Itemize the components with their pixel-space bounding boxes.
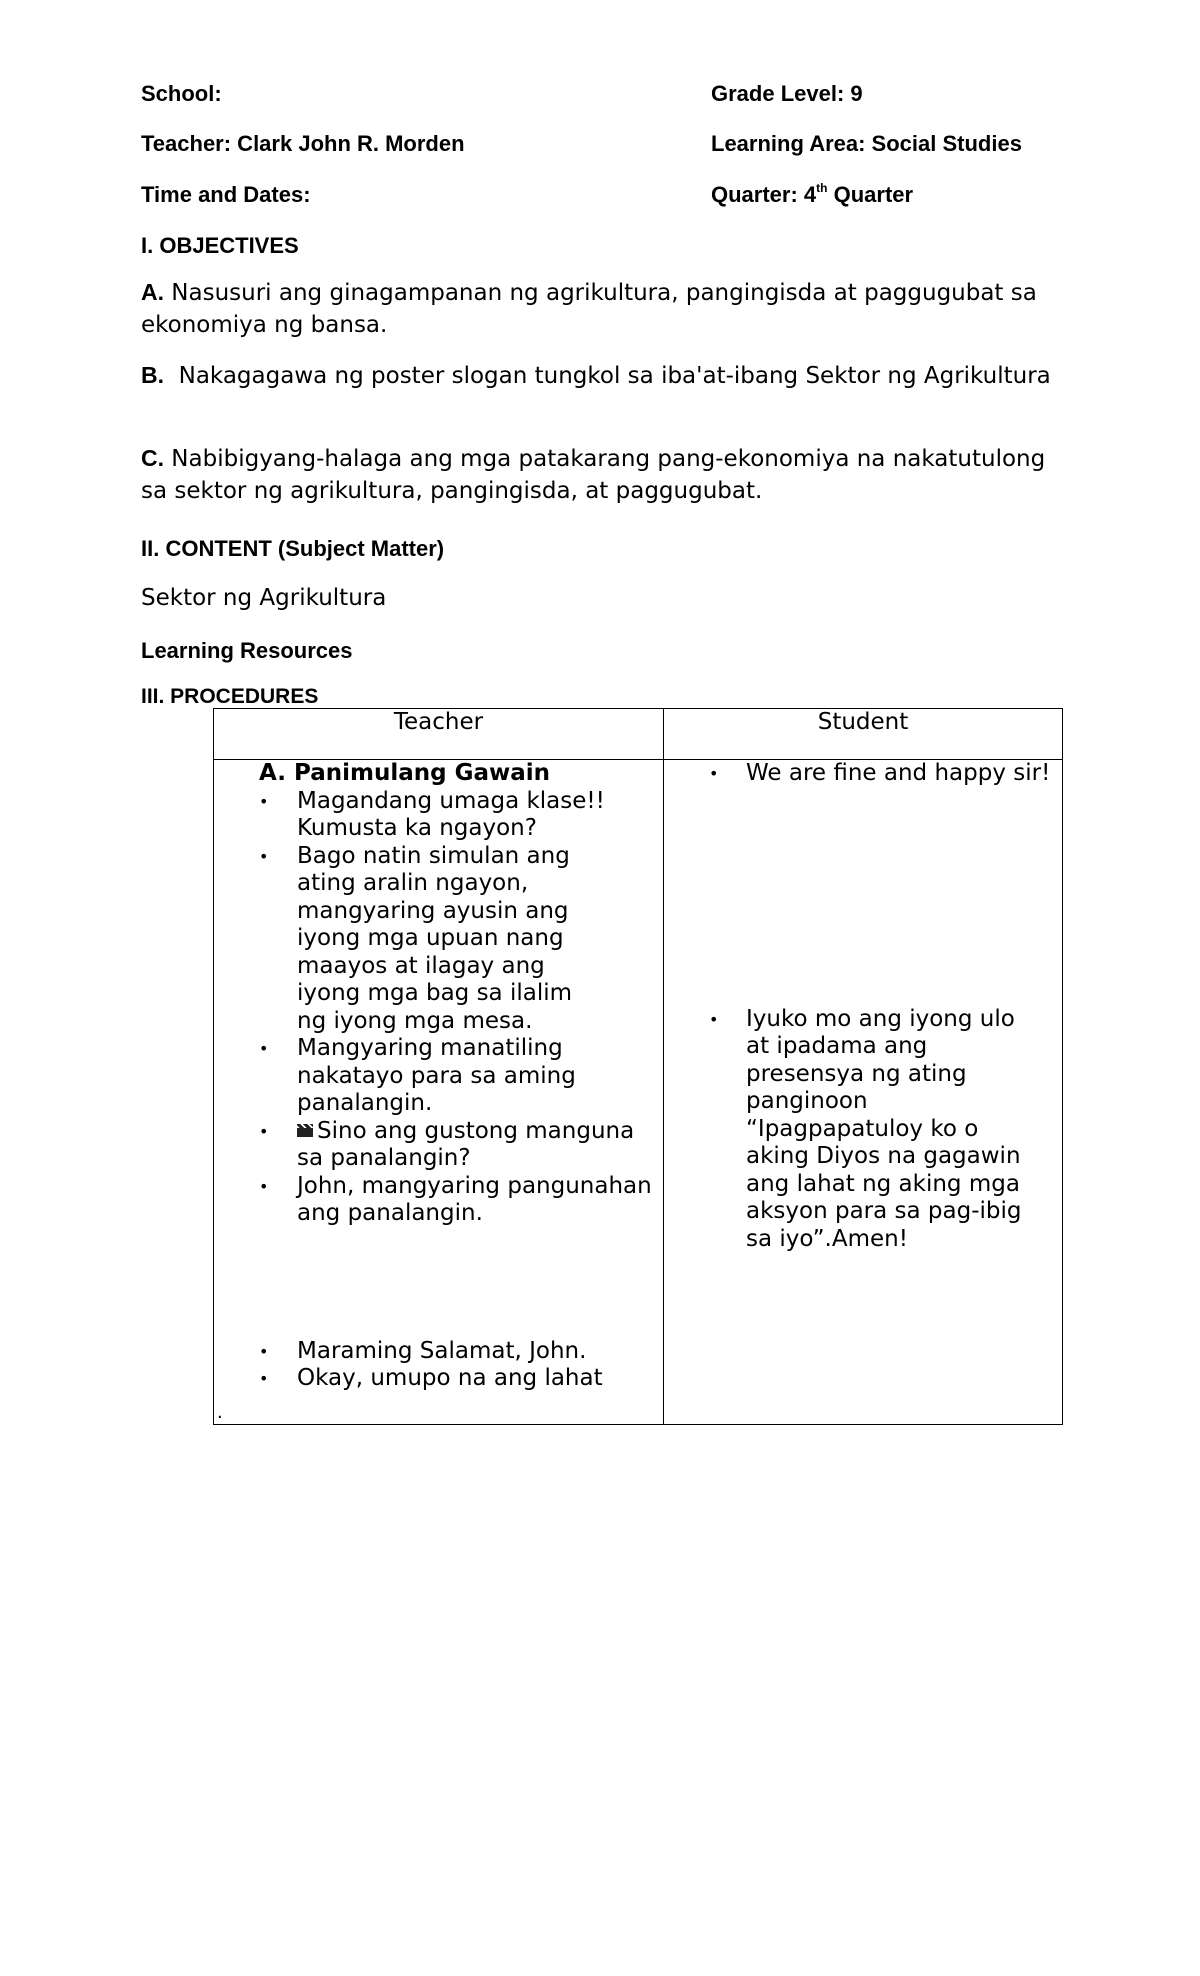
teacher-item-text: Mangyaring manatiling nakatayo para sa aming panalangin. <box>297 1035 576 1116</box>
teacher-item-text: Bago natin simulan ang ating aralin ngayon, mangyaring ayusin ang iyong mga upuan nang maayos at ilagay ang iyong mga bag sa ilalim ng iyong mga mesa. <box>297 842 573 1034</box>
teacher-column-header: Teacher <box>214 709 664 760</box>
clapperboard-icon <box>297 1124 313 1137</box>
objective-c <box>141 442 1061 507</box>
list-item <box>259 1337 661 1366</box>
quarter-superscript: th <box>816 181 828 195</box>
list-item <box>259 842 661 1036</box>
time-dates-label: Time and Dates: <box>141 182 311 207</box>
list-item <box>259 1035 661 1118</box>
objectives-heading: I. OBJECTIVES <box>141 233 299 258</box>
student-column-header: Student <box>664 709 1063 760</box>
bullet-icon: • <box>259 846 269 866</box>
objective-a-text: Nasusuri ang ginagampanan ng agrikultura, pangingisda at paggugubat sa ekonomiya ng bansa. <box>141 280 1037 338</box>
quarter <box>711 181 914 207</box>
teacher-item-text: Maraming Salamat, John. <box>297 1337 587 1364</box>
school-label: School: <box>141 81 222 106</box>
objective-c-text: Nabibigyang-halaga ang mga patakarang pang-ekonomiya na nakatutulong sa sektor ng agrikultura, pangingisda, at paggugubat. <box>141 446 1046 504</box>
procedures-table <box>213 708 1063 1425</box>
student-item-text: We are fine and happy sir! <box>746 760 1051 786</box>
bullet-icon: • <box>259 1121 269 1141</box>
list-item <box>259 1365 661 1393</box>
objective-a-label: A. <box>141 279 164 305</box>
learning-area: Learning Area: Social Studies <box>711 131 1022 156</box>
bullet-icon: • <box>709 764 719 783</box>
bullet-icon: • <box>259 791 269 811</box>
list-item <box>709 1005 1060 1254</box>
list-item <box>259 787 661 843</box>
bullet-icon: • <box>259 1176 269 1196</box>
procedures-heading: III. PROCEDURES <box>141 685 319 708</box>
student-item-text: Iyuko mo ang iyong ulo at ipadama ang presensya ng ating panginoon “Ipagpapatuloy ko o aking Diyos na gagawin ang lahat ng aking mga aksyon para sa pag-ibig sa iyo”.Amen! <box>746 1005 1022 1252</box>
content-topic: Sektor ng Agrikultura <box>141 585 387 611</box>
trailing-mark: . <box>217 1402 223 1423</box>
objective-c-label: C. <box>141 445 164 471</box>
teacher-list <box>214 788 663 1393</box>
objective-a <box>141 276 1061 341</box>
bullet-icon: • <box>259 1341 269 1361</box>
bullet-icon: • <box>709 1009 719 1029</box>
section-title: A. Panimulang Gawain <box>259 760 551 786</box>
objective-b <box>141 359 1061 392</box>
objective-b-text: Nakagagawa ng poster slogan tungkol sa iba'at-ibang Sektor ng Agrikultura <box>164 363 1051 389</box>
table-row <box>214 760 1063 1425</box>
quarter-prefix: Quarter: 4 <box>711 182 817 207</box>
teacher-cell <box>214 760 664 1425</box>
teacher-item-text: John, mangyaring pangunahan ang panalangin. <box>297 1172 652 1226</box>
content-heading: II. CONTENT (Subject Matter) <box>141 536 445 561</box>
list-item <box>259 1172 661 1228</box>
table-header-row <box>214 709 1063 760</box>
grade-level: Grade Level: 9 <box>711 81 863 106</box>
list-item <box>709 760 1060 788</box>
teacher-item-text: Sino ang gustong manguna sa panalangin? <box>297 1117 635 1171</box>
teacher-name: Teacher: Clark John R. Morden <box>141 131 465 156</box>
list-item <box>259 1117 661 1173</box>
learning-resources-heading: Learning Resources <box>141 638 353 663</box>
bullet-icon: • <box>259 1039 269 1058</box>
student-list <box>664 760 1062 1253</box>
quarter-suffix: Quarter <box>827 182 914 207</box>
teacher-item-text: Okay, umupo na ang lahat <box>297 1365 603 1391</box>
teacher-item-text: Magandang umaga klase!! Kumusta ka ngayon? <box>297 787 605 841</box>
objective-b-label: B. <box>141 362 164 388</box>
student-cell <box>664 760 1063 1425</box>
bullet-icon: • <box>259 1369 269 1388</box>
